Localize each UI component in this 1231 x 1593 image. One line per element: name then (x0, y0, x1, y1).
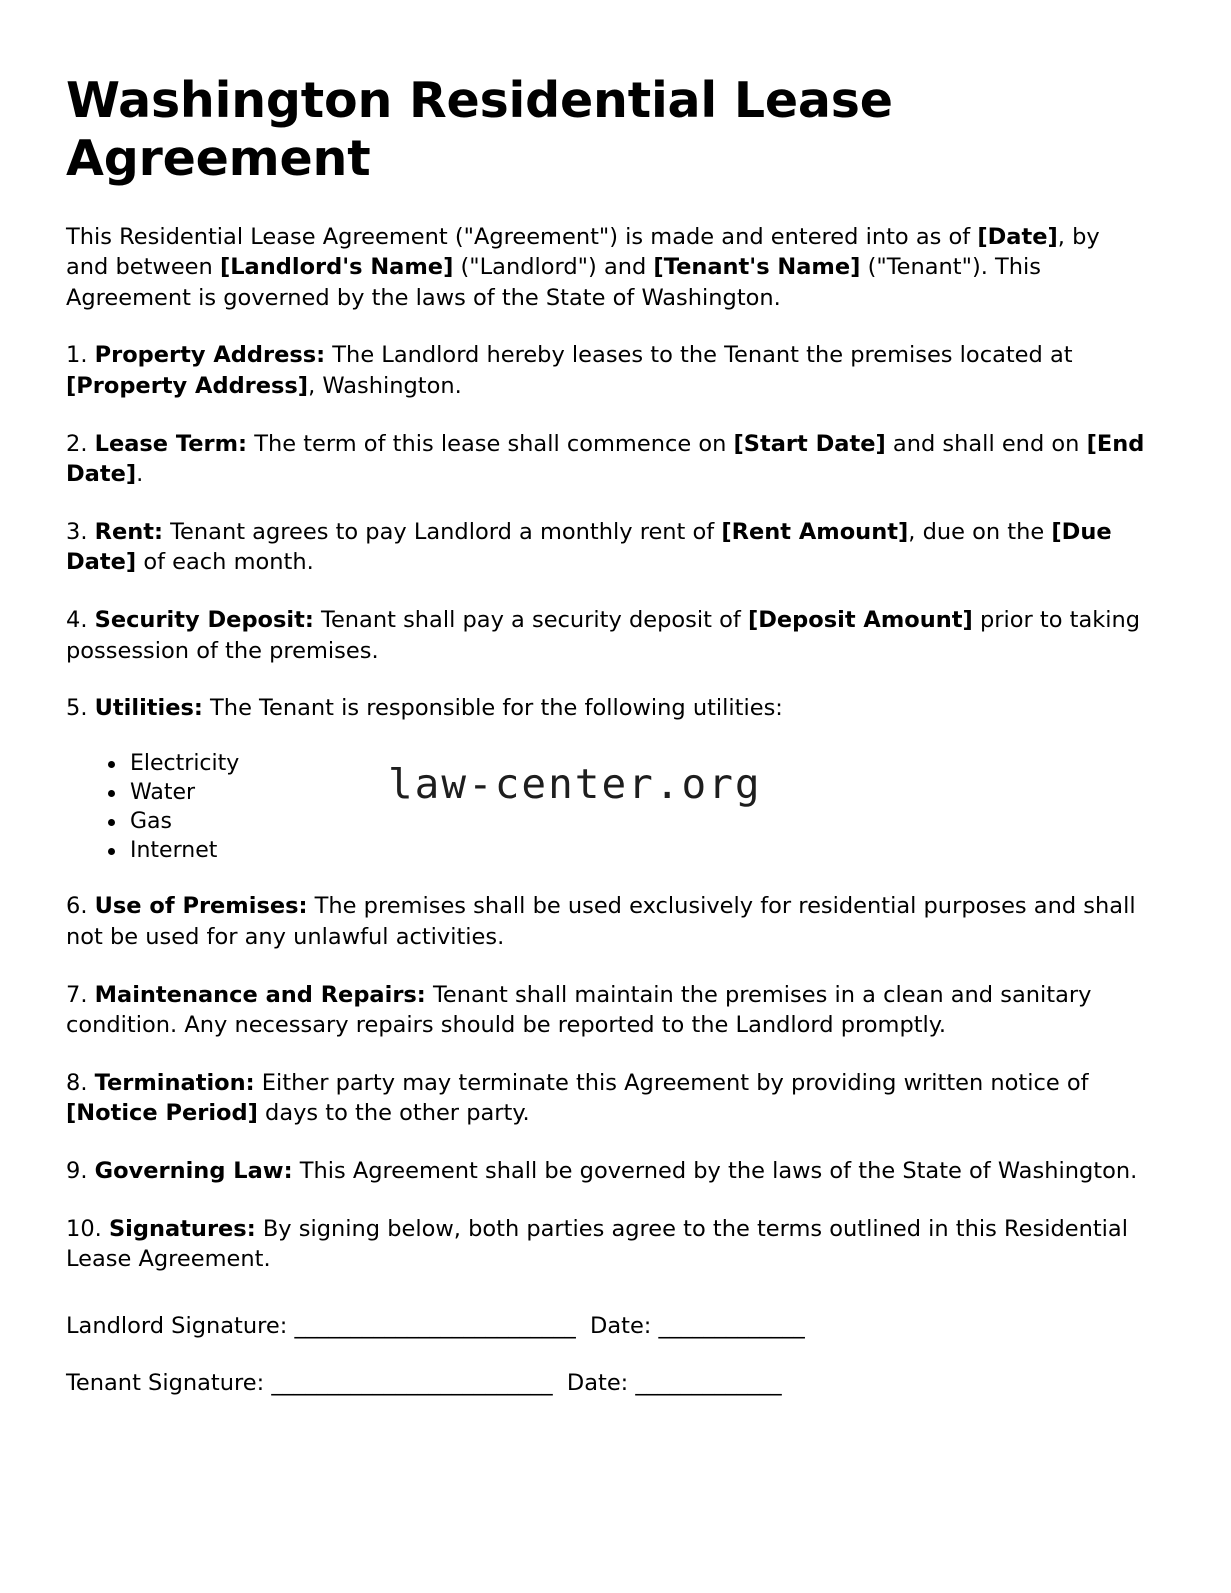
section-body-2: prior to taking possession of the premises. (66, 606, 1141, 664)
section-heading: Maintenance and Repairs: (94, 981, 426, 1008)
section-heading: Signatures: (108, 1215, 256, 1242)
page-title: Washington Residential Lease Agreement (66, 72, 893, 187)
section-heading: Termination: (94, 1069, 255, 1096)
section-body-1: Either party may terminate this Agreement by providing written notice of (254, 1069, 1089, 1096)
placeholder-end-date: [End Date] (66, 430, 1145, 488)
section-body-2: days to the other party. (257, 1100, 530, 1127)
section-body-1: The term of this lease shall commence on (247, 430, 734, 457)
section-body-2: , Washington. (308, 373, 462, 399)
tenant-date-line: _____________ (628, 1370, 782, 1397)
intro-text-2: , by and between (66, 223, 1100, 281)
section-body-1: Tenant shall pay a security deposit of (313, 606, 748, 633)
section-property-address (66, 340, 1146, 401)
landlord-signature-line: _________________________ (287, 1312, 591, 1339)
intro-text-3: ("Landlord") and (453, 254, 654, 281)
section-number: 7. (66, 981, 88, 1008)
section-governing-law (66, 1156, 1146, 1187)
section-body-1: Tenant agrees to pay Landlord a monthly rent of (162, 518, 722, 545)
section-body-3: of each month. (136, 549, 314, 576)
tenant-signature-row (66, 1368, 1146, 1399)
intro-placeholder-tenant-name: [Tenant's Name] (653, 254, 861, 281)
list-item: Internet (108, 837, 1146, 865)
landlord-signature-label: Landlord Signature: (66, 1312, 288, 1339)
section-heading: Lease Term: (94, 430, 248, 457)
section-heading: Security Deposit: (94, 606, 314, 633)
list-item: Water (108, 779, 1146, 807)
list-item: Gas (108, 808, 1146, 836)
landlord-date-line: _____________ (651, 1312, 805, 1339)
section-heading: Rent: (94, 518, 163, 545)
section-body-1: The Tenant is responsible for the following utilities: (202, 695, 783, 722)
watermark-law-center: law-center.org (388, 760, 762, 808)
utilities-list-wrapper (66, 750, 1146, 866)
section-number: 4. (66, 606, 88, 633)
section-security-deposit (66, 605, 1146, 666)
tenant-signature-line: _________________________ (264, 1370, 567, 1397)
signature-block (66, 1311, 1146, 1399)
section-body-1: This Agreement shall be governed by the laws of the State of Washington. (292, 1157, 1138, 1184)
section-number: 1. (66, 342, 88, 369)
section-body-1: Tenant shall maintain the premises in a clean and sanitary condition. Any necessary repairs should be reported to the Landlord promptly. (66, 981, 1092, 1039)
placeholder-rent-amount: [Rent Amount] (721, 518, 909, 545)
section-body-2: and shall end on (885, 430, 1087, 457)
section-rent (66, 517, 1146, 578)
section-heading: Use of Premises: (94, 893, 308, 920)
landlord-signature-row (66, 1311, 1146, 1342)
section-body-1: The premises shall be used exclusively for residential purposes and shall not be used for any unlawful activities. (66, 893, 1136, 950)
section-body-1: By signing below, both parties agree to the terms outlined in this Residential Lease Agreement. (66, 1215, 1128, 1273)
section-use-of-premises (66, 891, 1146, 952)
placeholder-property-address: [Property Address] (66, 373, 309, 399)
section-number: 8. (66, 1069, 88, 1096)
intro-placeholder-date: [Date] (977, 223, 1058, 250)
intro-placeholder-landlord-name: [Landlord's Name] (219, 254, 454, 281)
placeholder-deposit-amount: [Deposit Amount] (747, 606, 973, 633)
section-body-1: The Landlord hereby leases to the Tenant the premises located at (325, 342, 1073, 369)
list-item: Electricity (108, 750, 1146, 778)
section-body-2: , due on the (908, 518, 1052, 545)
section-body-3: . (136, 461, 144, 488)
landlord-date-label: Date: (590, 1312, 652, 1339)
section-heading: Governing Law: (94, 1157, 293, 1184)
section-heading: Property Address: (94, 342, 326, 369)
section-termination (66, 1068, 1146, 1129)
section-number: 10. (66, 1215, 102, 1242)
section-utilities (66, 693, 1146, 724)
placeholder-notice-period: [Notice Period] (66, 1100, 258, 1127)
tenant-date-label: Date: (566, 1370, 629, 1397)
section-number: 6. (66, 893, 88, 920)
intro-text-4: ("Tenant"). This Agreement is governed by the laws of the State of Washington. (66, 254, 1042, 311)
section-lease-term (66, 429, 1146, 490)
section-heading: Utilities: (94, 695, 203, 722)
placeholder-start-date: [Start Date] (733, 430, 886, 457)
intro-text-1: This Residential Lease Agreement ("Agreement") is made and entered into as of (66, 223, 978, 250)
section-number: 5. (66, 695, 88, 722)
intro-paragraph (66, 222, 1146, 314)
section-number: 9. (66, 1157, 88, 1184)
section-number: 2. (66, 430, 88, 457)
tenant-signature-label: Tenant Signature: (66, 1370, 265, 1397)
placeholder-due-date: [Due Date] (66, 518, 1112, 576)
section-maintenance-and-repairs (66, 980, 1146, 1041)
section-number: 3. (66, 518, 88, 545)
utilities-list (66, 750, 1146, 866)
section-signatures (66, 1214, 1146, 1275)
